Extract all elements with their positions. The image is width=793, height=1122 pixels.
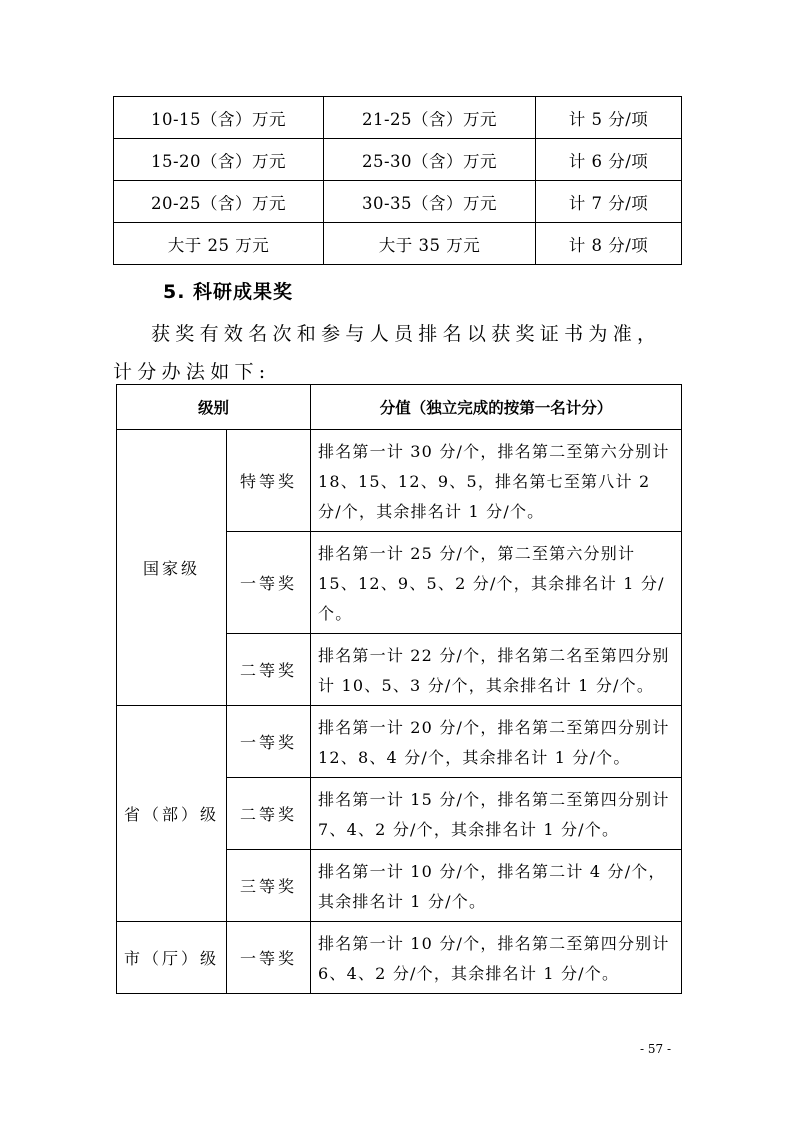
- table-cell: 10-15（含）万元: [114, 97, 324, 139]
- prize-cell: 一等奖: [227, 922, 311, 994]
- header-level: 级别: [117, 385, 311, 430]
- score-desc-cell: 排名第一计 10 分/个，排名第二计 4 分/个，其余排名计 1 分/个。: [311, 850, 682, 922]
- awards-table: [116, 384, 682, 994]
- score-desc-cell: 排名第一计 30 分/个，排名第二至第六分别计 18、15、12、9、5，排名第七至第八计 2 分/个，其余排名计 1 分/个。: [311, 430, 682, 532]
- table-cell: 计 5 分/项: [536, 97, 682, 139]
- prize-cell: 二等奖: [227, 778, 311, 850]
- table-row: [117, 922, 682, 994]
- table-cell: 计 8 分/项: [536, 223, 682, 265]
- prize-cell: 二等奖: [227, 634, 311, 706]
- prize-cell: 一等奖: [227, 706, 311, 778]
- section-heading: 5. 科研成果奖: [163, 281, 294, 303]
- header-score: 分值（独立完成的按第一名计分）: [311, 385, 682, 430]
- table-row: [114, 139, 682, 181]
- page-number: - 57 -: [640, 1042, 672, 1056]
- table-cell: 大于 35 万元: [324, 223, 536, 265]
- funding-table: [113, 96, 682, 265]
- level-cell-municipal: 市（厅）级: [117, 922, 227, 994]
- score-desc-cell: 排名第一计 20 分/个，排名第二至第四分别计 12、8、4 分/个，其余排名计 1 分/个。: [311, 706, 682, 778]
- table-row: [117, 706, 682, 778]
- table-cell: 21-25（含）万元: [324, 97, 536, 139]
- table-cell: 25-30（含）万元: [324, 139, 536, 181]
- section-paragraph: 获奖有效名次和参与人员排名以获奖证书为准，计分办法如下:: [113, 323, 662, 383]
- table-cell: 计 6 分/项: [536, 139, 682, 181]
- table-cell: 15-20（含）万元: [114, 139, 324, 181]
- table-header-row: [117, 385, 682, 430]
- score-desc-cell: 排名第一计 22 分/个，排名第二名至第四分别计 10、5、3 分/个，其余排名计 1 分/个。: [311, 634, 682, 706]
- prize-cell: 三等奖: [227, 850, 311, 922]
- prize-cell: 一等奖: [227, 532, 311, 634]
- score-desc-cell: 排名第一计 15 分/个，排名第二至第四分别计 7、4、2 分/个，其余排名计 1 分/个。: [311, 778, 682, 850]
- table-cell: 20-25（含）万元: [114, 181, 324, 223]
- score-desc-cell: 排名第一计 10 分/个，排名第二至第四分别计 6、4、2 分/个，其余排名计 1 分/个。: [311, 922, 682, 994]
- table-cell: 大于 25 万元: [114, 223, 324, 265]
- table-row: [117, 430, 682, 532]
- level-cell-provincial: 省（部）级: [117, 706, 227, 922]
- table-cell: 计 7 分/项: [536, 181, 682, 223]
- level-cell-national: 国家级: [117, 430, 227, 706]
- table-cell: 30-35（含）万元: [324, 181, 536, 223]
- table-row: [114, 181, 682, 223]
- score-desc-cell: 排名第一计 25 分/个，第二至第六分别计 15、12、9、5、2 分/个，其余排名计 1 分/个。: [311, 532, 682, 634]
- table-row: [114, 97, 682, 139]
- prize-cell: 特等奖: [227, 430, 311, 532]
- table-row: [114, 223, 682, 265]
